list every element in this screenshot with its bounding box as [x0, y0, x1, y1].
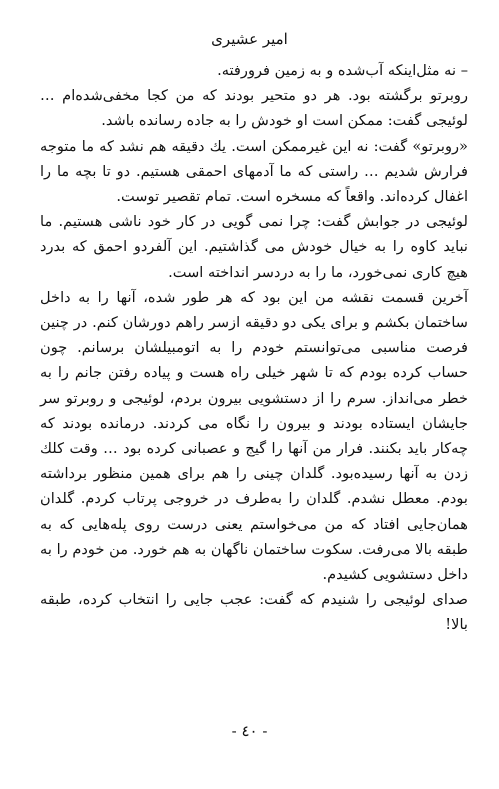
page-number: - ٤٠ - — [231, 722, 268, 740]
paragraph-2: روبرتو برگشته بود. هر دو متحیر بودند که من کجا مخفی‌شده‌ام … لوئیجی گفت: ممکن است او خودش را به جاده رسانده باشد. — [40, 87, 468, 130]
paragraph-4: لوئیجی در جوابش گفت: چرا نمی گویی در کار خود ناشی هستیم. ما نباید کاوه را به خیال خودش می گذاشتیم. این آلفردو احمق که بدرد هیچ کاری نمی‌خورد، ما را به دردسر انداخته است. — [40, 213, 468, 281]
page-body — [40, 58, 468, 638]
paragraph-3: «روبرتو» گفت: نه این غیرممکن است. یك دقیقه هم نشد که ما متوجه فرارش شدیم … راستی که ما آدمهای احمقی هستیم. دو تا بچه ما را اغفال کرده‌اند. واقعاً که مسخره است. تمام تقصیر توست. — [40, 137, 468, 206]
running-header-author: امیر عشیری — [211, 30, 288, 48]
paragraph-5: آخرین قسمت نقشه من این بود که هر طور شده، آنها را به داخل ساختمان بکشم و برای یکی دو دقیقه ازسر راهم دورشان کنم. در چنین فرصت مناسبی می‌توانستم خودم را به اتومبیلشان برسانم. چون حساب کرده بودم که تا شهر خیلی راه هست و پیاده رفتن جانم را به خطر می‌انداز. سرم را از دستشویی بیرون بردم، لوئیجی و روبرتو سر جایشان ایستاده بودند و بیرون را نگاه می کردند. درمانده بودند که چه‌کار باید بکنند. فرار من آنها را گیج و عصبانی کرده بود … وقت کلك زدن به آنها رسیده‌بود. گلدان چینی را هم برای همین منظور برداشته بودم. معطل نشدم. گلدان را به‌طرف در خروجی پرتاب کردم. گلدان همان‌جایی افتاد که من می‌خواستم یعنی درست روی پله‌هایی که به طبقه بالا می‌رفت. سکوت ساختمان ناگهان به هم خورد. من خودم را به داخل دستشویی کشیدم. — [40, 288, 468, 584]
paragraph-6: صدای لوئیجی را شنیدم که گفت: عجب جایی را انتخاب کرده، طبقه بالا! — [40, 591, 468, 634]
paragraph-1: – نه مثل‌اینکه آب‌شده و به زمین فرورفته. — [217, 62, 468, 79]
